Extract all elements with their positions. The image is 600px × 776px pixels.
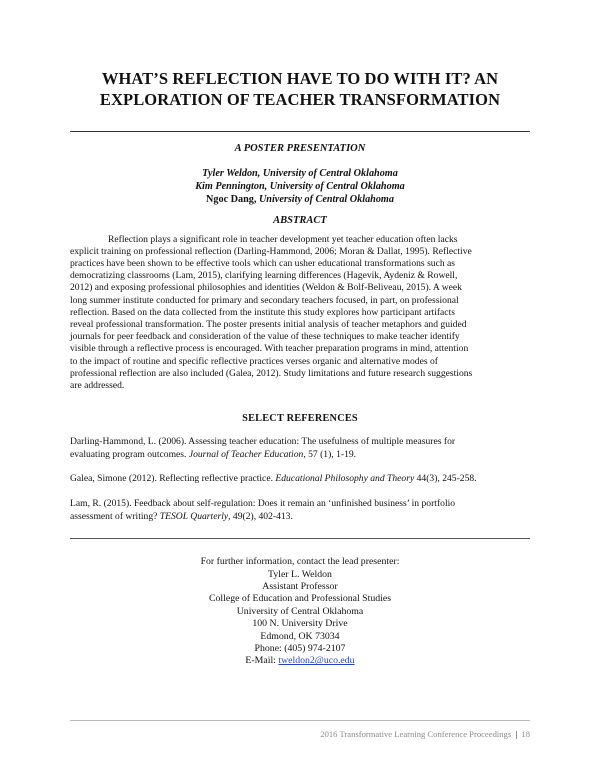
author-1-affiliation: University of Central Oklahoma xyxy=(260,168,398,179)
abstract-line: long summer institute conducted for primary and secondary teachers focused, in part, on professional xyxy=(70,294,459,306)
author-1-name: Tyler Weldon, xyxy=(202,168,261,179)
reference-3-text: assessment of writing? xyxy=(70,510,160,522)
contact-block xyxy=(70,556,530,668)
reference-2-text: Galea, Simone (2012). Reflecting reflective practice. xyxy=(70,473,276,485)
reference-1-text: evaluating program outcomes. xyxy=(70,448,189,460)
contact-email-line xyxy=(70,655,530,667)
reference-item xyxy=(70,473,530,486)
author-list xyxy=(70,167,530,207)
contact-line: Edmond, OK 73034 xyxy=(260,630,340,642)
reference-1-line-2 xyxy=(70,449,530,462)
abstract-line: democratizing classrooms (Lam, 2015), clarifying learning differences (Hagevik, Aydeniz & Rowell, xyxy=(70,270,458,282)
references-divider xyxy=(70,538,530,539)
author-1 xyxy=(70,167,530,180)
contact-line: Phone: (405) 974-2107 xyxy=(254,643,346,655)
abstract-line: explicit training on professional reflection (Darling-Hammond, 2006; Moran & Dallat, 1995). Reflective xyxy=(70,245,472,257)
abstract-body xyxy=(70,234,530,393)
author-3-affiliation: University of Central Oklahoma xyxy=(256,194,394,206)
reference-3-volume: , 49(2), 402-413. xyxy=(228,510,293,522)
reference-2-line-1 xyxy=(70,473,530,486)
email-link[interactable]: tweldon2@uco.edu xyxy=(278,655,355,667)
reference-item xyxy=(70,498,530,523)
reference-2-journal: Educational Philosophy and Theory xyxy=(275,473,415,485)
contact-line: University of Central Oklahoma xyxy=(236,605,364,617)
page-number: 18 xyxy=(521,729,530,739)
contact-line: Tyler L. Weldon xyxy=(268,568,332,580)
reference-2-volume: 44(3), 245-258. xyxy=(414,473,477,485)
paper-page xyxy=(70,0,530,668)
email-label: E-Mail: xyxy=(245,655,279,667)
abstract-heading: ABSTRACT xyxy=(273,214,327,226)
abstract-line: visible through a reflective process is encouraged. With teacher preparation programs in mind, attention xyxy=(70,343,469,355)
abstract-line: reflection. Based on the data collected from the institute this study explores how participant artifacts xyxy=(70,306,455,318)
abstract-line: practices have been shown to be effective tools which can usher educational transformations such as xyxy=(70,258,456,270)
abstract-line: reveal professional transformation. The poster presents initial analysis of teacher metaphors and guided xyxy=(70,319,467,331)
reference-item xyxy=(70,436,530,461)
abstract-line: are addressed. xyxy=(70,380,125,392)
poster-label: A POSTER PRESENTATION xyxy=(234,143,366,154)
reference-1-journal: Journal of Teacher Education xyxy=(188,448,304,460)
abstract-line: professional reflection are also included (Galea, 2012). Study limitations and future research suggestions xyxy=(70,367,473,379)
references-heading: SELECT REFERENCES xyxy=(242,413,358,425)
abstract-line: Reflection plays a significant role in teacher development yet teacher education often lacks xyxy=(108,233,458,245)
title-line-1: WHAT’S REFLECTION HAVE TO DO WITH IT? AN xyxy=(101,69,499,88)
paper-title xyxy=(70,68,530,110)
reference-1-volume: , 57 (1), 1-19. xyxy=(303,448,357,460)
author-3-name: Ngoc Dang, xyxy=(206,194,257,206)
abstract-line: to the impact of routine and specific reflective practices verses organic and alternative modes of xyxy=(70,355,438,367)
footer-separator: | xyxy=(515,729,518,739)
reference-3-line-2 xyxy=(70,511,530,524)
contact-line: Assistant Professor xyxy=(262,581,338,593)
author-3 xyxy=(70,193,530,206)
page-footer xyxy=(320,729,530,739)
abstract-line: journals for peer feedback and consideration of the value of these techniques to make teacher identify xyxy=(70,331,460,343)
reference-3-line-1: Lam, R. (2015). Feedback about self-regulation: Does it remain an ‘unfinished business’ in portfolio xyxy=(70,498,456,510)
contact-line: 100 N. University Drive xyxy=(252,618,348,630)
author-2 xyxy=(70,180,530,193)
footer-divider xyxy=(70,720,530,721)
author-2-name: Kim Pennington, xyxy=(195,181,268,193)
reference-1-line-1: Darling-Hammond, L. (2006). Assessing teacher education: The usefulness of multiple measures for xyxy=(70,436,456,448)
reference-3-journal: TESOL Quarterly xyxy=(159,510,229,522)
title-line-2: EXPLORATION OF TEACHER TRANSFORMATION xyxy=(99,90,501,109)
author-2-affiliation: University of Central Oklahoma xyxy=(267,181,405,193)
abstract-line: 2012) and exposing professional philosophies and identities (Weldon & Bolf-Beliveau, 2015). A week xyxy=(70,282,462,294)
title-divider xyxy=(70,131,530,132)
contact-intro: For further information, contact the lead presenter: xyxy=(200,556,400,568)
contact-line: College of Education and Professional Studies xyxy=(208,593,392,605)
footer-proceedings: 2016 Transformative Learning Conference Proceedings xyxy=(320,729,512,739)
